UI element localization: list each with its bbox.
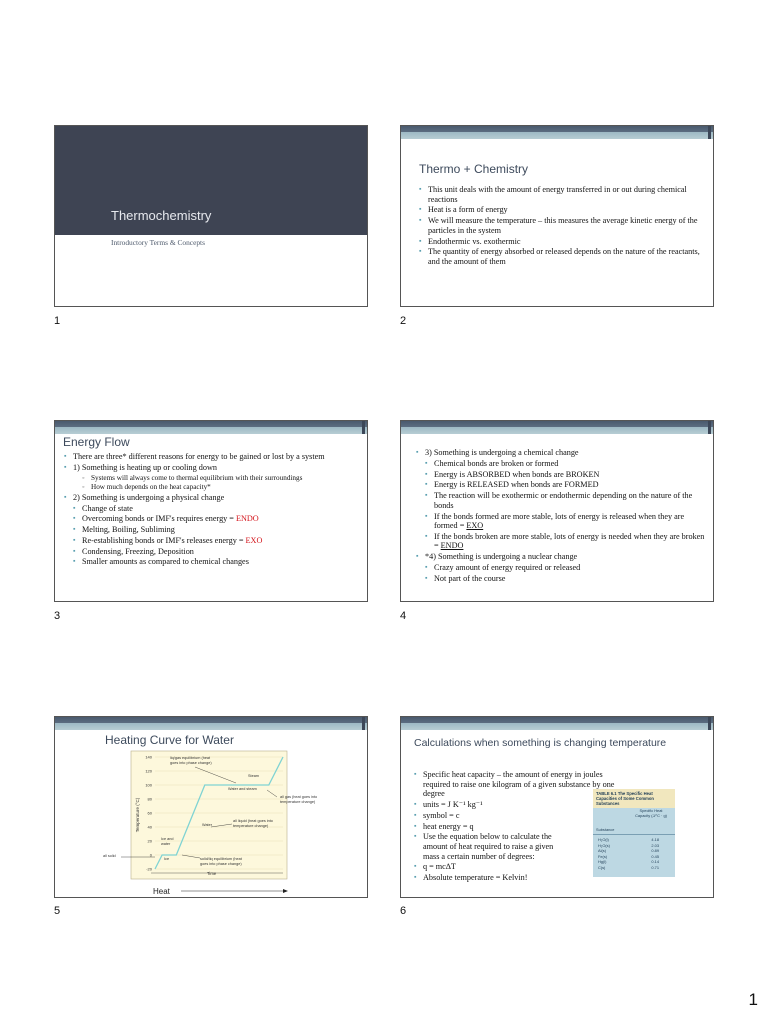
sl-eq-line2: goes into phase change) xyxy=(200,862,242,866)
col-header-capacity: Specific Heat Capacity (J/°C · g) xyxy=(635,808,667,818)
slide-4 xyxy=(400,420,714,602)
slide-number: 6 xyxy=(400,905,407,917)
slide-2-title: Thermo + Chemistry xyxy=(419,162,529,176)
table-row xyxy=(593,865,675,871)
sub-bullet: ◦ Systems will always come to thermal equilibrium with their surroundings xyxy=(82,474,364,482)
sub-bullet: ▪ Condensing, Freezing, Deposition xyxy=(73,547,364,557)
bullet-list xyxy=(419,185,709,268)
table-number: TABLE 6.1 xyxy=(596,791,617,796)
sl-eq-line1: solid/liq equilibrium (heat xyxy=(200,857,242,861)
substance: H₂O(s) xyxy=(598,842,610,848)
bullet-list xyxy=(416,448,709,585)
table-header xyxy=(593,808,675,835)
bullet-list xyxy=(64,452,364,568)
slide-6-title: Calculations when something is changing temperature xyxy=(414,737,667,749)
ice-water-line2: water xyxy=(161,842,171,846)
endo-underline: ENDO xyxy=(440,541,464,551)
sub-bullet xyxy=(425,532,709,551)
slide-3-title: Energy Flow xyxy=(63,435,130,449)
annotation-water-steam: Water and steam xyxy=(228,787,257,791)
top-bar xyxy=(55,421,367,434)
sub-bullet xyxy=(425,512,709,531)
annotation-ice: Ice xyxy=(164,857,170,861)
slide-5-title: Heating Curve for Water xyxy=(105,733,234,747)
text: Overcoming bonds or IMF's requires energy = xyxy=(82,514,236,524)
annotation-all-gas xyxy=(280,795,318,804)
annotation-all-liquid xyxy=(233,819,274,828)
y-tick-label: 0 xyxy=(149,852,152,858)
bullet: ▪ There are three* different reasons for energy to be gained or lost by a system xyxy=(64,452,364,462)
y-tick-label: 40 xyxy=(147,824,152,830)
slide-number: 4 xyxy=(400,610,407,622)
sub-bullet: ▪ Melting, Boiling, Subliming xyxy=(73,525,364,535)
lg-eq-line1: liq/gas equilibrium (heat xyxy=(170,756,211,760)
sub-bullet: ▪ Energy is ABSORBED when bonds are BROKEN xyxy=(425,470,709,480)
y-axis-label: Temperature (°C) xyxy=(135,797,140,833)
capacity: 0.71 xyxy=(651,864,659,870)
x-axis-label: Time xyxy=(207,871,217,876)
page-number: 1 xyxy=(748,990,758,1009)
slide-1-subtitle: Introductory Terms & Concepts xyxy=(111,238,205,247)
bullet: ▪ Specific heat capacity – the amount of energy in joules required to raise one kilogram of a given substance by one degree xyxy=(414,770,619,799)
all-gas-line2: temperature change) xyxy=(280,800,316,804)
y-tick-label: -20 xyxy=(146,866,152,872)
text: Re-establishing bonds or IMF's releases energy = xyxy=(82,535,246,545)
bullet: ▪ This unit deals with the amount of energy transferred in or out during chemical reactions xyxy=(419,185,709,204)
top-bar xyxy=(401,421,713,434)
col-header-substance: Substance xyxy=(596,827,615,833)
exo-underline: EXO xyxy=(466,521,484,531)
all-gas-line1: all gas (heat goes into xyxy=(280,795,318,799)
sub-bullet: ▪ Crazy amount of energy required or released xyxy=(425,563,709,573)
slide-number: 1 xyxy=(54,315,61,327)
capacity: 0.45 xyxy=(651,853,659,859)
heating-curve-chart xyxy=(55,717,368,898)
annotation-water: Water xyxy=(202,823,212,827)
slide-5 xyxy=(54,716,368,898)
slide-1 xyxy=(54,125,368,307)
bullet: ▪ symbol = c xyxy=(414,811,589,821)
table-caption xyxy=(593,789,675,808)
bullet: ▪ We will measure the temperature – this measures the average kinetic energy of the particles in the system xyxy=(419,216,709,235)
heat-arrow-head xyxy=(283,889,288,893)
bullet: ▪ 3) Something is undergoing a chemical change xyxy=(416,448,709,458)
slide-2 xyxy=(400,125,714,307)
sub-bullet xyxy=(73,536,364,546)
y-tick-label: 80 xyxy=(147,796,152,802)
top-bar xyxy=(401,126,713,139)
capacity: 4.18 xyxy=(651,837,659,842)
sub-bullet: ▪ Chemical bonds are broken or formed xyxy=(425,459,709,469)
slide-number: 2 xyxy=(400,315,407,327)
annotation-all-solid: all solid xyxy=(103,854,116,858)
bullet: ▪ units = J K⁻¹ kg⁻¹ xyxy=(414,800,589,810)
sub-bullet: ▪ Smaller amounts as compared to chemical changes xyxy=(73,557,364,567)
bullet: ▪ heat energy = q xyxy=(414,822,589,832)
bullet: ▪ *4) Something is undergoing a nuclear change xyxy=(416,552,709,562)
ice-water-line1: Ice and xyxy=(161,837,174,841)
capacity: 0.89 xyxy=(651,848,659,854)
bullet: ▪ 2) Something is undergoing a physical change xyxy=(64,493,364,503)
bullet: ▪ Use the equation below to calculate the amount of heat required to raise a given mass a certain number of degrees: xyxy=(414,832,563,861)
sub-bullet: ▪ Change of state xyxy=(73,504,364,514)
table-caption-text: The Specific Heat Capacities of Some Common Substances xyxy=(596,791,654,806)
sub-bullet xyxy=(73,514,364,524)
sub-bullet: ▪ The reaction will be exothermic or endothermic depending on the nature of the bonds xyxy=(425,491,709,510)
y-tick-label: 120 xyxy=(145,768,152,774)
bullet: ▪ The quantity of energy absorbed or released depends on the nature of the reactants, and the amount of them xyxy=(419,247,709,266)
annotation-lg-eq xyxy=(170,756,212,765)
annotation-sl-eq xyxy=(200,857,243,866)
slide-3 xyxy=(54,420,368,602)
text: If the bonds formed are more stable, lots of energy is released when they are formed = xyxy=(434,511,685,531)
all-liquid-line2: temperature change) xyxy=(233,824,269,828)
bullet: ▪ Absolute temperature = Kelvin! xyxy=(414,873,589,883)
y-tick-label: 140 xyxy=(145,754,152,760)
annotation-steam: Steam xyxy=(248,774,259,778)
sub-bullet: ◦ How much depends on the heat capacity* xyxy=(82,483,364,491)
endo-highlight: ENDO xyxy=(235,514,259,524)
substance: Al(s) xyxy=(598,848,606,854)
specific-heat-table xyxy=(593,789,675,877)
y-tick-label: 60 xyxy=(147,810,152,816)
heat-label: Heat xyxy=(153,887,170,896)
slide-number: 5 xyxy=(54,905,61,917)
exo-highlight: EXO xyxy=(245,535,263,545)
top-bar xyxy=(401,717,713,730)
capacity: 0.14 xyxy=(651,859,659,865)
capacity: 2.03 xyxy=(651,842,659,848)
substance: Hg(l) xyxy=(598,859,607,865)
y-tick-label: 100 xyxy=(145,782,152,788)
substance: Fe(s) xyxy=(598,853,608,859)
slide-6 xyxy=(400,716,714,898)
bullet: ▪ Heat is a form of energy xyxy=(419,205,709,215)
substance: H₂O(l) xyxy=(598,837,609,842)
bullet: ▪ Endothermic vs. exothermic xyxy=(419,237,709,247)
text: If the bonds broken are more stable, lots of energy is needed when they are broken = xyxy=(434,531,705,551)
substance: C(s) xyxy=(598,864,606,870)
y-tick-label: 20 xyxy=(147,838,152,844)
slide-number: 3 xyxy=(54,610,61,622)
lg-eq-line2: goes into phase change) xyxy=(170,761,212,765)
bullet: ▪ q = mc∆T xyxy=(414,862,589,872)
all-liquid-line1: all liquid (heat goes into xyxy=(233,819,273,823)
slide-1-title: Thermochemistry xyxy=(111,208,212,223)
bullet: ▪ 1) Something is heating up or cooling down xyxy=(64,463,364,473)
sub-bullet: ▪ Not part of the course xyxy=(425,574,709,584)
sub-bullet: ▪ Energy is RELEASED when bonds are FORMED xyxy=(425,480,709,490)
